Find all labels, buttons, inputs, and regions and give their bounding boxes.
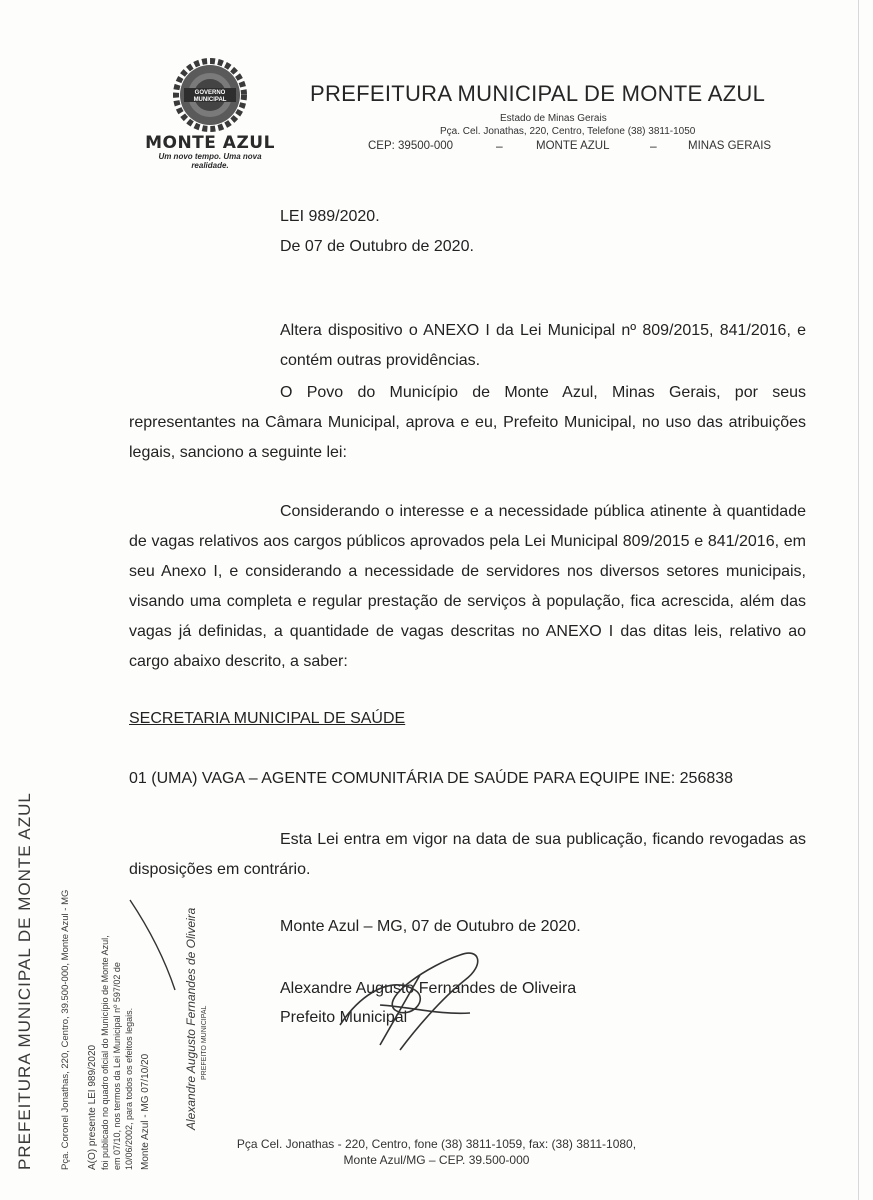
letterhead-title: PREFEITURA MUNICIPAL DE MONTE AZUL bbox=[310, 81, 766, 106]
page-edge-line bbox=[858, 0, 859, 1200]
secretariat-heading: SECRETARIA MUNICIPAL DE SAÚDE bbox=[129, 710, 406, 727]
stamp-signature-title: PREFEITO MUNICIPAL bbox=[201, 1005, 208, 1080]
letterhead-city: MONTE AZUL bbox=[536, 140, 610, 152]
stamp-line: 10/06/2002, para todos os efeitos legais. bbox=[124, 1007, 134, 1170]
law-date: De 07 de Outubro de 2020. bbox=[280, 238, 474, 255]
stamp-signature-name: Alexandre Augusto Fernandes de Oliveira bbox=[184, 907, 198, 1130]
law-number: LEI 989/2020. bbox=[280, 208, 380, 225]
preamble-paragraph: O Povo do Município de Monte Azul, Minas Gerais, por seus representantes na Câmara Municipal, aprova e eu, Prefeito Municipal, no uso das atribuições legais, sanciono a seguinte lei: bbox=[129, 384, 806, 461]
mayor-signature bbox=[320, 935, 520, 1060]
signer-name: Alexandre Augusto Fernandes de Oliveira bbox=[280, 980, 577, 997]
signer-title: Prefeito Municipal bbox=[280, 1009, 408, 1026]
publication-stamp bbox=[0, 792, 208, 1185]
stamp-line: Pça. Coronel Jonathas, 220, Centro, 39.500-000, Monte Azul - MG bbox=[60, 889, 71, 1170]
law-summary: Altera dispositivo o ANEXO I da Lei Municipal nº 809/2015, 841/2016, e contém outras providências. bbox=[280, 322, 806, 369]
footer-cep: Monte Azul/MG – CEP. 39.500-000 bbox=[343, 1153, 530, 1167]
svg-text:GOVERNO: GOVERNO bbox=[194, 90, 226, 96]
stamp-line: Monte Azul - MG 07/10/20 bbox=[140, 1053, 151, 1170]
considering-paragraph: Considerando o interesse e a necessidade pública atinente à quantidade de vagas relativos aos cargos públicos aprovados pela Lei Municipal 809/2015 e 841/2016, em seu Anexo I, e considerando a necessidade de servidores nos diversos setores municipais, visando uma completa e regular prestação de serviços à população, fica acrescida, além das vagas já definidas, a quantidade de vagas descritas no ANEXO I das ditas leis, relativo ao cargo abaixo descrito, a saber: bbox=[129, 503, 806, 670]
stamp-line: PREFEITURA MUNICIPAL DE MONTE AZUL bbox=[15, 792, 34, 1170]
letterhead-cep: CEP: 39500-000 bbox=[368, 140, 454, 152]
footer-address: Pça Cel. Jonathas - 220, Centro, fone (38) 3811-1059, fax: (38) 3811-1080, bbox=[236, 1137, 637, 1151]
place-date: Monte Azul – MG, 07 de Outubro de 2020. bbox=[280, 918, 581, 935]
logo-text bbox=[140, 133, 280, 170]
letterhead-address: Pça. Cel. Jonathas, 220, Centro, Telefone (38) 3811-1050 bbox=[440, 126, 696, 137]
svg-text:MUNICIPAL: MUNICIPAL bbox=[193, 97, 227, 103]
effective-paragraph: Esta Lei entra em vigor na data de sua publicação, ficando revogadas as disposições em contrário. bbox=[129, 831, 806, 878]
stamp-line: foi publicado no quadro oficial do Município de Monte Azul, bbox=[100, 935, 110, 1170]
stamp-line: A(O) presente LEI 989/2020 bbox=[87, 1044, 98, 1170]
vacancy-line: 01 (UMA) VAGA – AGENTE COMUNITÁRIA DE SAÚDE PARA EQUIPE INE: 256838 bbox=[129, 770, 734, 787]
logo-slogan: Um novo tempo. Uma nova realidade. bbox=[158, 152, 262, 170]
letterhead-dash: – bbox=[650, 139, 657, 153]
logo-name: MONTE AZUL bbox=[145, 133, 275, 153]
letterhead-dash: – bbox=[496, 139, 503, 153]
letterhead-state: Estado de Minas Gerais bbox=[500, 113, 607, 124]
letterhead-state-uf: MINAS GERAIS bbox=[688, 140, 772, 152]
stamp-line: em 07/10, nos termos da Lei Municipal nº 597/02 de bbox=[112, 962, 122, 1170]
